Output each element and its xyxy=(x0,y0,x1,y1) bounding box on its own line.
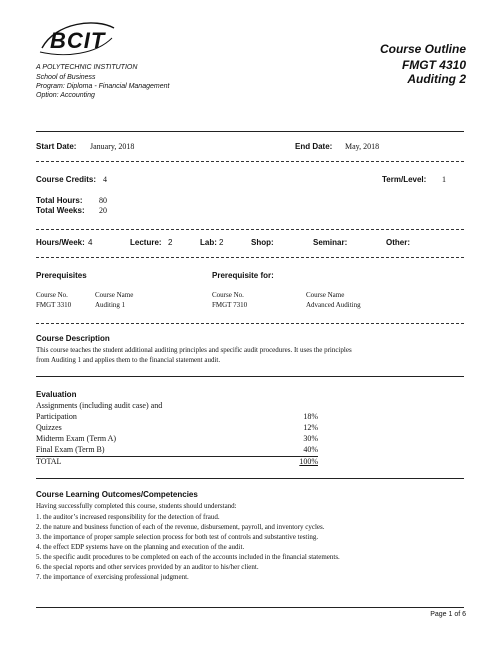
divider xyxy=(36,131,464,132)
outcome-item: 7. the importance of exercising professional judgment. xyxy=(36,573,189,581)
hours-week-label: Hours/Week: xyxy=(36,238,85,247)
term-level-label: Term/Level: xyxy=(382,175,427,184)
evaluation-total-value: 100% xyxy=(299,457,318,466)
outcome-item: 3. the importance of proper sample selection process for both test of controls and substantive testing. xyxy=(36,533,319,541)
evaluation-item-value: 40% xyxy=(303,445,318,454)
prereq-for-col-course-no: Course No. xyxy=(212,291,244,299)
prereq-for-course-no: FMGT 7310 xyxy=(212,301,248,309)
total-weeks-value: 20 xyxy=(99,206,107,215)
prereq-course-name: Auditing 1 xyxy=(95,301,126,309)
outcomes-intro: Having successfully completed this course, students should understand: xyxy=(36,502,237,510)
shop-label: Shop: xyxy=(251,238,274,247)
course-credits-label: Course Credits: xyxy=(36,175,97,184)
evaluation-total-label: TOTAL xyxy=(36,457,62,466)
course-name: Auditing 2 xyxy=(407,72,466,86)
course-code: FMGT 4310 xyxy=(401,58,466,72)
outcome-item: 6. the special reports and other services provided by an auditor to his/her client. xyxy=(36,563,259,571)
outcome-item: 1. the auditor’s increased responsibility for the detection of fraud. xyxy=(36,513,220,521)
description-title: Course Description xyxy=(36,334,110,343)
outcome-item: 5. the specific audit procedures to be completed on each of the accounts included in the financial statements. xyxy=(36,553,340,561)
prereq-for-course-name: Advanced Auditing xyxy=(306,301,361,309)
start-date-label: Start Date: xyxy=(36,142,77,151)
lab-label: Lab: xyxy=(200,238,217,247)
other-label: Other: xyxy=(386,238,410,247)
evaluation-item-value: 18% xyxy=(303,412,318,421)
divider xyxy=(36,161,464,162)
divider xyxy=(36,229,464,230)
prereq-col-course-no: Course No. xyxy=(36,291,68,299)
divider xyxy=(36,376,464,377)
outcomes-title: Course Learning Outcomes/Competencies xyxy=(36,490,198,499)
start-date-value: January, 2018 xyxy=(90,142,135,151)
evaluation-item-label: Quizzes xyxy=(36,423,62,432)
seminar-label: Seminar: xyxy=(313,238,348,247)
course-credits-value: 4 xyxy=(103,175,107,184)
total-weeks-label: Total Weeks: xyxy=(36,206,85,215)
prereq-course-no: FMGT 3310 xyxy=(36,301,72,309)
bcit-logo xyxy=(36,18,118,62)
evaluation-item-label: Midterm Exam (Term A) xyxy=(36,434,117,443)
divider xyxy=(36,257,464,258)
evaluation-item-label: Final Exam (Term B) xyxy=(36,445,105,454)
total-hours-value: 80 xyxy=(99,196,107,205)
prereq-col-course-name: Course Name xyxy=(95,291,134,299)
description-line-2: from Auditing 1 and applies them to the financial statement audit. xyxy=(36,356,221,364)
program-name: Program: Diploma - Financial Management xyxy=(36,83,170,90)
doc-type-title: Course Outline xyxy=(379,42,466,56)
institution-name: A POLYTECHNIC INSTITUTION xyxy=(36,64,138,71)
hours-week-value: 4 xyxy=(88,238,93,247)
option-name: Option: Accounting xyxy=(36,92,95,99)
term-level-value: 1 xyxy=(442,175,446,184)
evaluation-item-label: Participation xyxy=(36,412,77,421)
total-divider xyxy=(36,456,318,457)
footer-divider xyxy=(36,607,464,608)
lab-value: 2 xyxy=(219,238,224,247)
description-line-1: This course teaches the student additional auditing principles and specific audit procedures. It uses the principles xyxy=(36,346,352,354)
outcome-item: 2. the nature and business function of each of the revenue, disbursement, payroll, and inventory cycles. xyxy=(36,523,325,531)
evaluation-item-value: 30% xyxy=(303,434,318,443)
end-date-label: End Date: xyxy=(295,142,333,151)
school-name: School of Business xyxy=(36,74,96,81)
lecture-value: 2 xyxy=(168,238,173,247)
divider xyxy=(36,323,464,324)
outcome-item: 4. the effect EDP systems have on the planning and execution of the audit. xyxy=(36,543,245,551)
evaluation-item-label: Assignments (including audit case) and xyxy=(36,401,163,410)
end-date-value: May, 2018 xyxy=(345,142,380,151)
prerequisites-title: Prerequisites xyxy=(36,271,87,280)
lecture-label: Lecture: xyxy=(130,238,162,247)
page-number: Page 1 of 6 xyxy=(430,611,466,618)
divider xyxy=(36,478,464,479)
logo-text: BCIT xyxy=(50,28,106,53)
prerequisite-for-title: Prerequisite for: xyxy=(212,271,274,280)
evaluation-title: Evaluation xyxy=(36,390,77,399)
total-hours-label: Total Hours: xyxy=(36,196,83,205)
prereq-for-col-course-name: Course Name xyxy=(306,291,345,299)
evaluation-item-value: 12% xyxy=(303,423,318,432)
